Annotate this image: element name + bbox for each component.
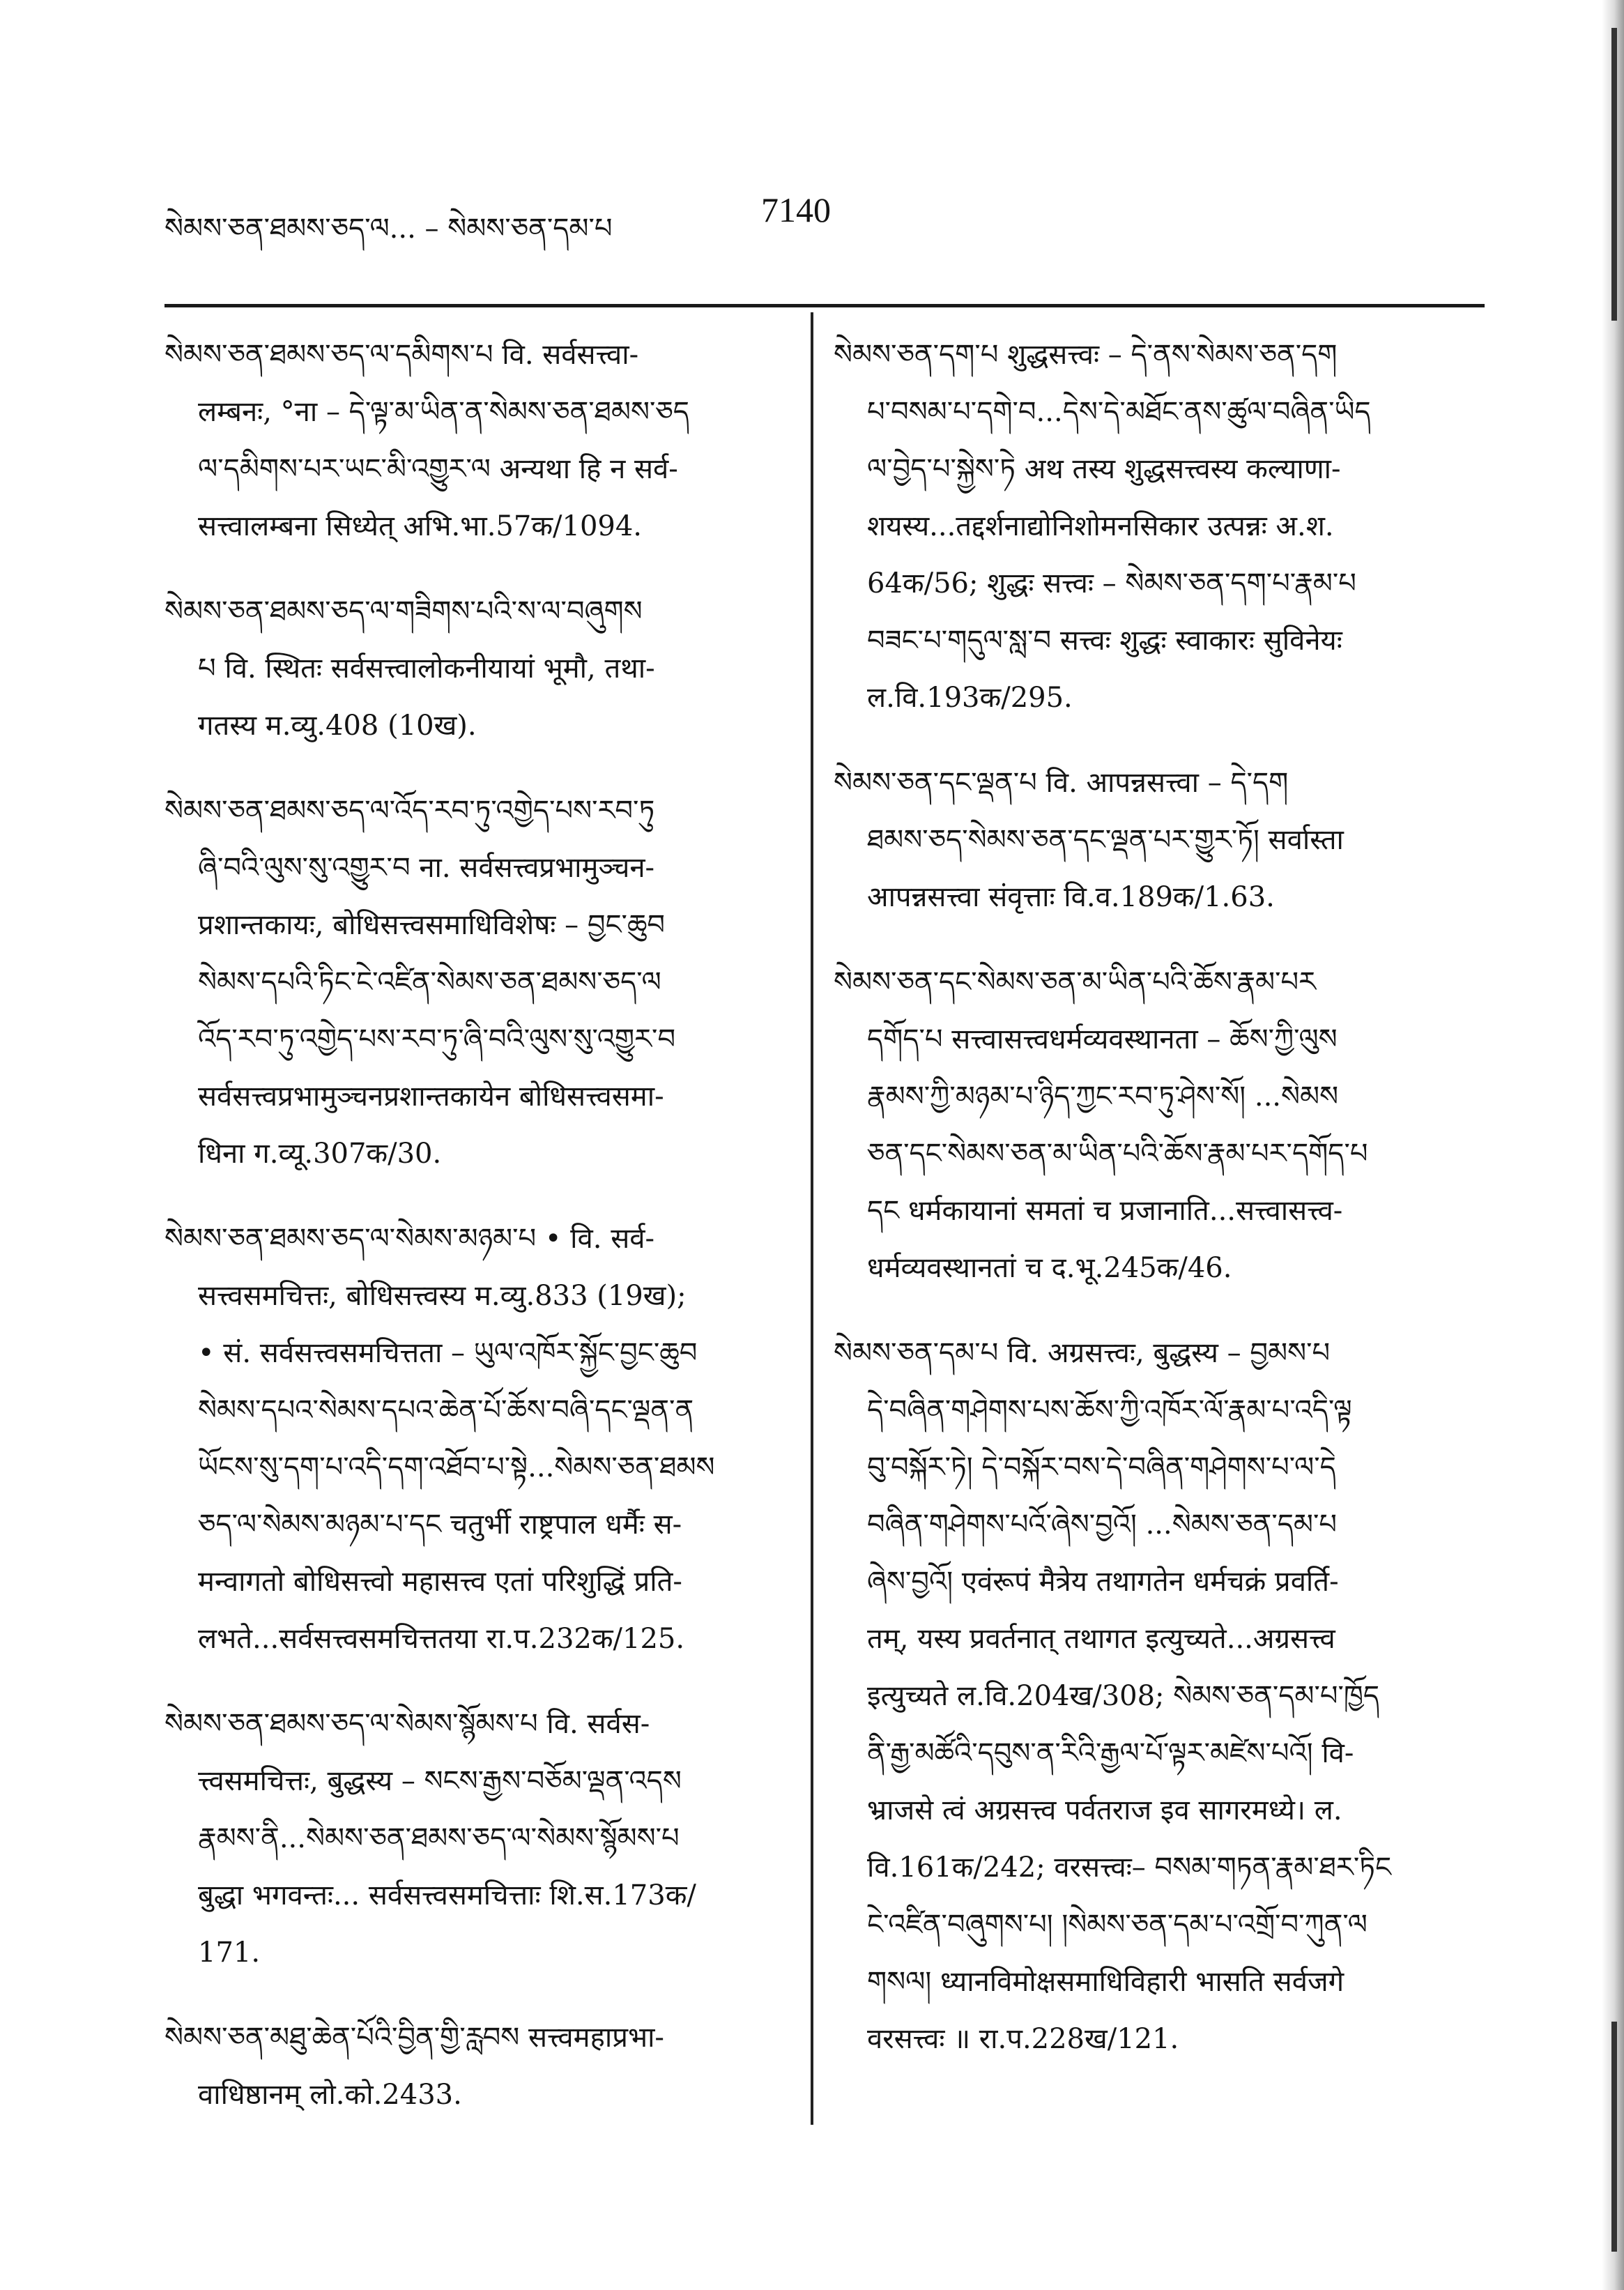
right-column (834, 326, 1457, 2096)
entry-line: དགོད་པ सत्त्वासत्त्वधर्मव्यवस्थानता – ཆོས་ཀྱི་ལུས (867, 1023, 1338, 1055)
scan-edge (1602, 0, 1624, 2290)
entry-line: འོད་རབ་ཏུ་འགྱེད་པས་རབ་ཏུ་ཞི་བའི་ལུས་སུ་འགྱུར་བ (198, 1023, 676, 1055)
dictionary-entry (164, 326, 778, 555)
entry-headword-line: སེམས་ཅན་དམ་པ वि. अग्रसत्त्वः, बुद्धस्य – བྱམས་པ (834, 1337, 1331, 1369)
entry-line: རྣམས་ནི...སེམས་ཅན་ཐམས་ཅད་ལ་སེམས་སྙོམས་པ (198, 1822, 680, 1854)
entry-line: आपन्नसत्त्वा संवृत्ताः वि.व.189क/1.63. (867, 881, 1275, 913)
entry-headword-line: སེམས་ཅན་དག་པ शुद्धसत्त्वः – དེ་ནས་སེམས་ཅན་དག (834, 339, 1338, 371)
dictionary-entry (834, 754, 1457, 926)
dictionary-entry (834, 326, 1457, 726)
entry-headword-line: སེམས་ཅན་ཐམས་ཅད་ལ་གཟིགས་པའི་ས་ལ་བཞུགས (164, 595, 643, 627)
entry-line: 171. (198, 1937, 261, 1969)
entry-line: वाधिष्ठानम् लो.को.2433. (198, 2079, 462, 2111)
entry-line: धिना ग.व्यू.307क/30. (198, 1138, 442, 1170)
entry-line: པ་བསམ་པ་དགེ་བ...དེས་དེ་མཐོང་ནས་ཚུལ་བཞིན་ཡིད (867, 396, 1371, 428)
entry-line: བུ་བསྐོར་ཏེ། དེ་བསྐོར་བས་དེ་བཞིན་གཤེགས་པ་ལ་དེ (867, 1451, 1336, 1483)
entry-headword-line: སེམས་ཅན་མཐུ་ཆེན་པོའི་བྱིན་གྱི་རླབས सत्त्वमहाप्रभा- (164, 2022, 664, 2054)
dictionary-entry (164, 2009, 778, 2123)
entry-line: ནི་རྒྱ་མཚོའི་དབུས་ན་རིའི་རྒྱལ་པོ་ལྟར་མཛེས་པའོ། वि- (867, 1737, 1354, 1769)
entry-line: गतस्य म.व्यु.408 (10ख). (198, 710, 477, 742)
entry-line: भ्राजसे त्वं अग्रसत्त्व पर्वतराज इव सागरमध्ये। ल. (867, 1794, 1342, 1826)
entry-line: དང धर्मकायानां समतां च प्रजानाति...सत्त्वासत्त्व- (867, 1195, 1343, 1227)
entry-line: ल.वि.193क/295. (867, 682, 1073, 714)
entry-headword-line: སེམས་ཅན་ཐམས་ཅད་ལ་སེམས་སྙོམས་པ वि. सर्वस- (164, 1708, 650, 1740)
entry-headword-line: སེམས་ཅན་དང་ལྡན་པ वि. आपन्नसत्त्वा – དེ་དག (834, 767, 1289, 799)
entry-line: वरसत्त्वः ॥ रा.प.228ख/121. (867, 2023, 1179, 2055)
entry-line: པ वि. स्थितः सर्वसत्त्वालोकनीयायां भूमौ, तथा- (198, 652, 655, 685)
entry-line: བཞིན་གཤེགས་པའོ་ཞེས་བྱའོ། ...སེམས་ཅན་དམ་པ (867, 1509, 1338, 1541)
left-column (164, 326, 778, 2151)
dictionary-entry (164, 1695, 778, 1981)
entry-line: སེམས་དཔའི་ཏིང་ངེ་འཛིན་སེམས་ཅན་ཐམས་ཅད་ལ (198, 966, 661, 998)
entry-line: རྣམས་ཀྱི་མཉམ་པ་ཉིད་ཀྱང་རབ་ཏུ་ཤེས་སོ། ...སེམས (867, 1081, 1339, 1113)
entry-line: སེམས་དཔའ་སེམས་དཔའ་ཆེན་པོ་ཆོས་བཞི་དང་ལྡན་ན (198, 1394, 694, 1426)
page-number: 7140 (761, 190, 831, 229)
entry-line: ཐམས་ཅད་སེམས་ཅན་དང་ལྡན་པར་གྱུར་ཏོ། सर्वास्ता (867, 824, 1344, 856)
dictionary-entry (164, 583, 778, 754)
dictionary-entry (164, 1210, 778, 1667)
entry-line: धर्मव्यवस्थानतां च द.भू.245क/46. (867, 1252, 1232, 1284)
dictionary-entry (834, 954, 1457, 1297)
entry-line: इत्युच्यते ल.वि.204ख/308; སེམས་ཅན་དམ་པ་ཁྱོད (867, 1680, 1380, 1712)
entry-line: तम्, यस्य प्रवर्तनात् तथागत इत्युच्यते...अग्रसत्त्व (867, 1623, 1335, 1655)
entry-line: ཅན་དང་སེམས་ཅན་མ་ཡིན་པའི་ཆོས་རྣམ་པར་དགོད་པ (867, 1138, 1368, 1170)
dictionary-entry (164, 782, 778, 1182)
scan-mark (1611, 2022, 1617, 2252)
entry-line: प्रशान्तकायः, बोधिसत्त्वसमाधिविशेषः – བྱང་ཆུབ (198, 909, 666, 941)
entry-line: 64क/56; शुद्धः सत्त्वः – སེམས་ཅན་དག་པ་རྣམ་པ (867, 567, 1356, 600)
entry-line: बुद्धा भगवन्तः... सर्वसत्त्वसमचित्ताः शि.स.173क/ (198, 1879, 696, 1911)
entry-line: सत्त्वसमचित्तः, बोधिसत्त्वस्य म.व्यु.833 (19ख); (198, 1280, 687, 1312)
header-rule (164, 304, 1485, 307)
entry-headword-line: སེམས་ཅན་ཐམས་ཅད་ལ་དམིགས་པ वि. सर्वसत्त्वा- (164, 339, 639, 371)
entry-line: ལ་དམིགས་པར་ཡང་མི་འགྱུར་ལ अन्यथा हि न सर्व- (198, 453, 678, 485)
entry-line: सत्त्वालम्बना सिध्येत् अभि.भा.57क/1094. (198, 510, 643, 542)
entry-line: ཞི་བའི་ལུས་སུ་འགྱུར་བ ना. सर्वसत्त्वप्रभामुञ्चन- (198, 852, 655, 884)
entry-line: लभते...सर्वसत्त्वसमचित्ततया रा.प.232क/125. (198, 1623, 685, 1655)
entry-line: དེ་བཞིན་གཤེགས་པས་ཆོས་ཀྱི་འཁོར་ལོ་རྣམ་པ་འདི་ལྟ (867, 1394, 1352, 1426)
entry-headword-line: སེམས་ཅན་ཐམས་ཅད་ལ་འོད་རབ་ཏུ་འགྱེད་པས་རབ་ཏུ (164, 795, 655, 827)
scan-mark (1611, 28, 1617, 321)
entry-headword-line: སེམས་ཅན་ཐམས་ཅད་ལ་སེམས་མཉམ་པ • वि. सर्व- (164, 1223, 655, 1255)
entry-line: सर्वसत्त्वप्रभामुञ्चनप्रशान्तकायेन बोधिसत्त्वसमा- (198, 1081, 664, 1113)
entry-line: ངེ་འཛིན་བཞུགས་པ། །སེམས་ཅན་དམ་པ་འགྲོ་བ་ཀུན་ལ (867, 1909, 1368, 1941)
column-divider (811, 312, 813, 2125)
dictionary-entry (834, 1325, 1457, 2068)
entry-headword-line: སེམས་ཅན་དང་སེམས་ཅན་མ་ཡིན་པའི་ཆོས་རྣམ་པར (834, 966, 1317, 998)
entry-line: मन्वागतो बोधिसत्त्वो महासत्त्व एतां परिशुद्धिं प्रति- (198, 1566, 682, 1598)
entry-line: शयस्य...तद्दर्शनाद्योनिशोमनसिकार उत्पन्नः अ.श. (867, 510, 1334, 542)
running-head: སེམས་ཅན་ཐམས་ཅད་ལ... – སེམས་ཅན་དམ་པ (164, 213, 613, 245)
entry-line: ལ་བྱེད་པ་སྐྱེས་ཏེ अथ तस्य शुद्धसत्त्वस्य कल्याणा- (867, 453, 1341, 485)
entry-line: གསལ། ध्यानविमोक्षसमाधिविहारी भासति सर्वजगे (867, 1966, 1345, 1998)
entry-line: ཡོངས་སུ་དག་པ་འདི་དག་འཐོབ་པ་སྟེ...སེམས་ཅན་ཐམས (198, 1451, 715, 1483)
entry-line: त्त्वसमचित्तः, बुद्धस्य – སངས་རྒྱས་བཅོམ་ལྡན་འདས (198, 1765, 682, 1797)
entry-line: ཅད་ལ་སེམས་མཉམ་པ་དང चतुर्भी राष्ट्रपाल धर्मैः स- (198, 1509, 682, 1541)
entry-line: བཟང་པ་གདུལ་སླ་བ सत्त्वः शुद्धः स्वाकारः सुविनेयः (867, 625, 1342, 657)
entry-line: वि.161क/242; वरसत्त्वः– བསམ་གཏན་རྣམ་ཐར་ཏིང (867, 1852, 1392, 1884)
entry-line: • सं. सर्वसत्त्वसमचित्तता – ཡུལ་འཁོར་སྐྱོང་བྱང་ཆུབ (198, 1337, 698, 1369)
entry-line: लम्बनः, °ना – དེ་ལྟ་མ་ཡིན་ན་སེམས་ཅན་ཐམས་ཅད (198, 396, 689, 428)
entry-line: ཞེས་བྱའོ། एवंरूपं मैत्रेय तथागतेन धर्मचक्रं प्रवर्ति- (867, 1566, 1339, 1598)
